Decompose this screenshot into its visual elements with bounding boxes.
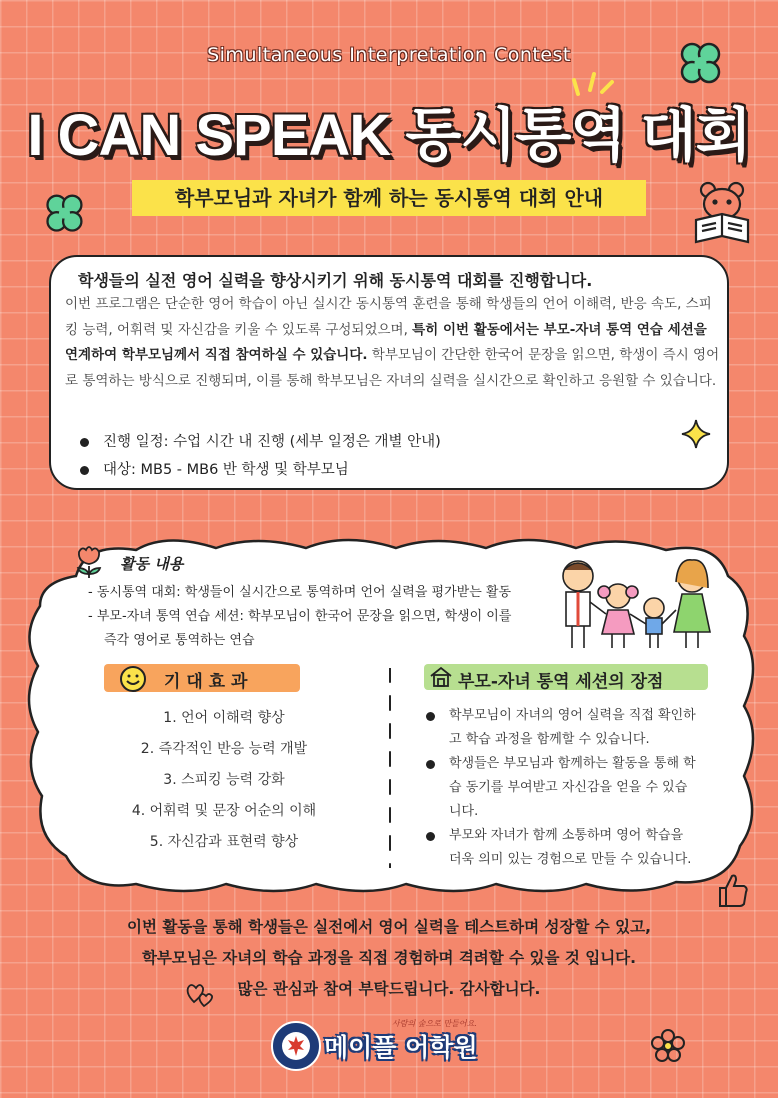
list-item: - 부모-자녀 통역 연습 세션: 학부모님이 한국어 문장을 읽으면, 학생이 이를 [88,609,512,624]
intro-body-text: 이번 프로그램은 단순한 영어 학습이 아닌 실시간 동시통역 훈련을 통해 학생들의 언어 이해력, 반응 속도, 스피킹 능력, 어휘력 및 자신감을 키울 수 있도록 구성되었으며, [65,296,712,338]
benefits-heading: 부모-자녀 통역 세션의 장점 [458,672,664,692]
intro-heading: 학생들의 실전 영어 실력을 향상시키기 위해 동시통역 대회를 진행합니다. [78,271,593,290]
bullet-icon [80,466,89,475]
activity-list [88,581,511,653]
closing-line: 많은 관심과 참여 부탁드립니다. 감사합니다. [237,980,541,998]
closing-line: 이번 활동을 통해 학생들은 실전에서 영어 실력을 테스트하며 성장할 수 있고, [126,918,652,936]
list-item: 5. 자신감과 표현력 향상 [149,834,299,850]
flower-outline-icon [650,1028,686,1064]
list-item [426,752,696,824]
list-item-text: 진행 일정: 수업 시간 내 진행 (세부 일정은 개별 안내) [103,434,441,450]
academy-logo-text: 메이플 어학원 [324,1033,478,1062]
house-icon [428,664,454,690]
list-item: - 동시통역 대회: 학생들이 실시간으로 통역하며 언어 실력을 평가받는 활동 [88,585,512,600]
list-item [426,704,696,752]
bullet-icon [426,712,435,721]
closing-line: 학부모님은 자녀의 학습 과정을 직접 경험하며 격려할 수 있을 것 입니다. [141,949,637,967]
list-item [426,824,696,872]
list-item-text: 학부모님이 자녀의 영어 실력을 직접 확인하고 학습 과정을 함께할 수 있습니다. [449,708,696,747]
list-item: 2. 즉각적인 반응 능력 개발 [140,741,308,757]
list-item [80,428,441,456]
closing-message [0,912,778,1005]
hearts-icon [184,978,216,1008]
clover-icon [42,192,86,236]
intro-body-text: 학부모님이 간단한 한국어 문장을 읽으면, 학생이 즉시 영어로 통역하는 방식으로 진행되며, 이를 통해 학부모님은 자녀의 실력을 실시간으로 확인하고 응원할 수 있습니다. [65,347,720,389]
intro-body-emphasis: 특히 이번 활동에서는 부모-자녀 통역 연습 세션을 연계하여 학부모님께서 직접 참여하실 수 있습니다. [65,321,707,363]
logo-tagline: 사람의 숲으로 만들어요. [392,1019,477,1028]
smiley-icon [118,664,148,694]
subtitle-banner: 학부모님과 자녀가 함께 하는 동시통역 대회 안내 [132,180,646,216]
family-illustration [556,552,726,652]
bullet-icon [80,438,89,447]
list-item: 3. 스피킹 능력 강화 [163,772,285,788]
effects-list [104,703,344,858]
list-item: 4. 어휘력 및 문장 어순의 이해 [131,803,317,819]
page-title: I CAN SPEAK 동시통역 대회 [27,103,751,168]
list-item: 즉각 영어로 통역하는 연습 [104,633,255,648]
bullet-icon [426,760,435,769]
list-item-text: 학생들은 부모님과 함께하는 활동을 통해 학습 동기를 부여받고 자신감을 얻을 수 있습니다. [449,756,696,819]
bear-reading-icon [688,180,756,246]
maple-college-badge [270,1020,322,1072]
activity-title: 활동 내용 [120,555,184,573]
intro-bullet-list [80,428,441,484]
effects-heading: 기 대 효 과 [164,672,248,692]
list-item-text: 부모와 자녀가 함께 소통하며 영어 학습을 더욱 의미 있는 경험으로 만들 수 있습니다. [449,828,692,867]
flower-icon [72,544,106,580]
benefits-list [426,704,696,872]
column-divider [385,668,395,868]
list-item [80,456,441,484]
subtitle-english: Simultaneous Interpretation Contest [207,44,571,66]
star-sparkle-icon [680,418,712,450]
thumbs-up-icon [712,870,752,910]
list-item-text: 대상: MB5 - MB6 반 학생 및 학부모님 [103,462,349,478]
bullet-icon [426,832,435,841]
list-item: 1. 언어 이해력 향상 [163,710,285,726]
intro-body [65,292,721,394]
